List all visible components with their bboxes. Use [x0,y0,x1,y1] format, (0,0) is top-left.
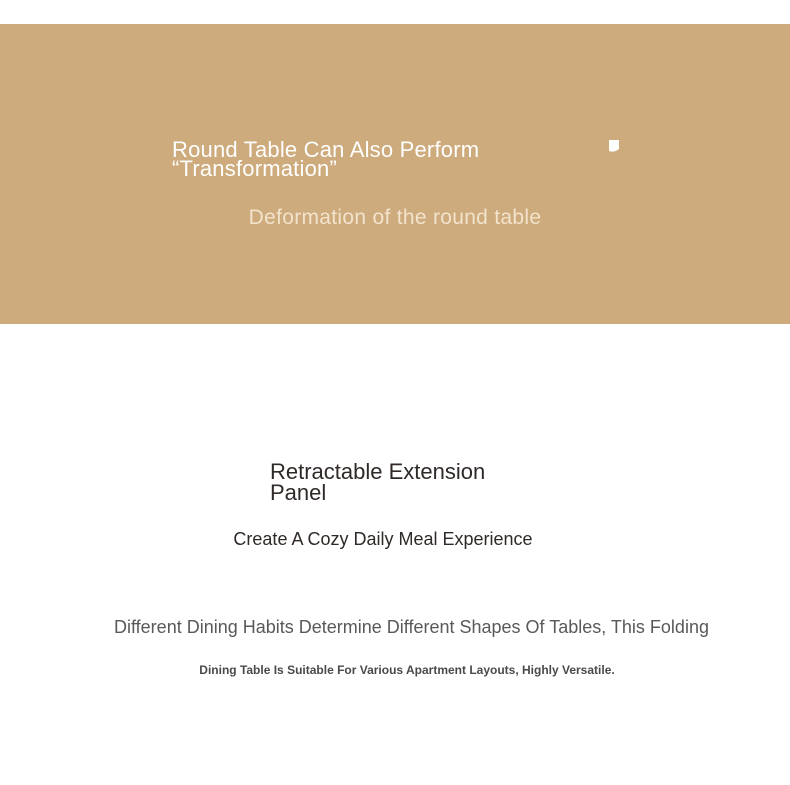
banner-title-line1: Round Table Can Also Perform [172,137,480,162]
section-title-line2: Panel [270,480,327,505]
section-subtitle: Create A Cozy Daily Meal Experience [233,529,533,549]
banner [0,24,790,324]
description-line-2: Dining Table Is Suitable For Various Apartment Layouts, Highly Versatile. [199,663,615,677]
banner-title-line2: “Transformation” [172,156,337,181]
banner-subtitle: Deformation of the round table [248,206,542,229]
description-line-1: Different Dining Habits Determine Different Shapes Of Tables, This Folding [114,617,709,637]
banner-title [172,137,532,181]
section-title [270,461,550,503]
white-square-mark-icon [608,139,620,153]
section-title-line1: Retractable Extension [270,459,486,484]
